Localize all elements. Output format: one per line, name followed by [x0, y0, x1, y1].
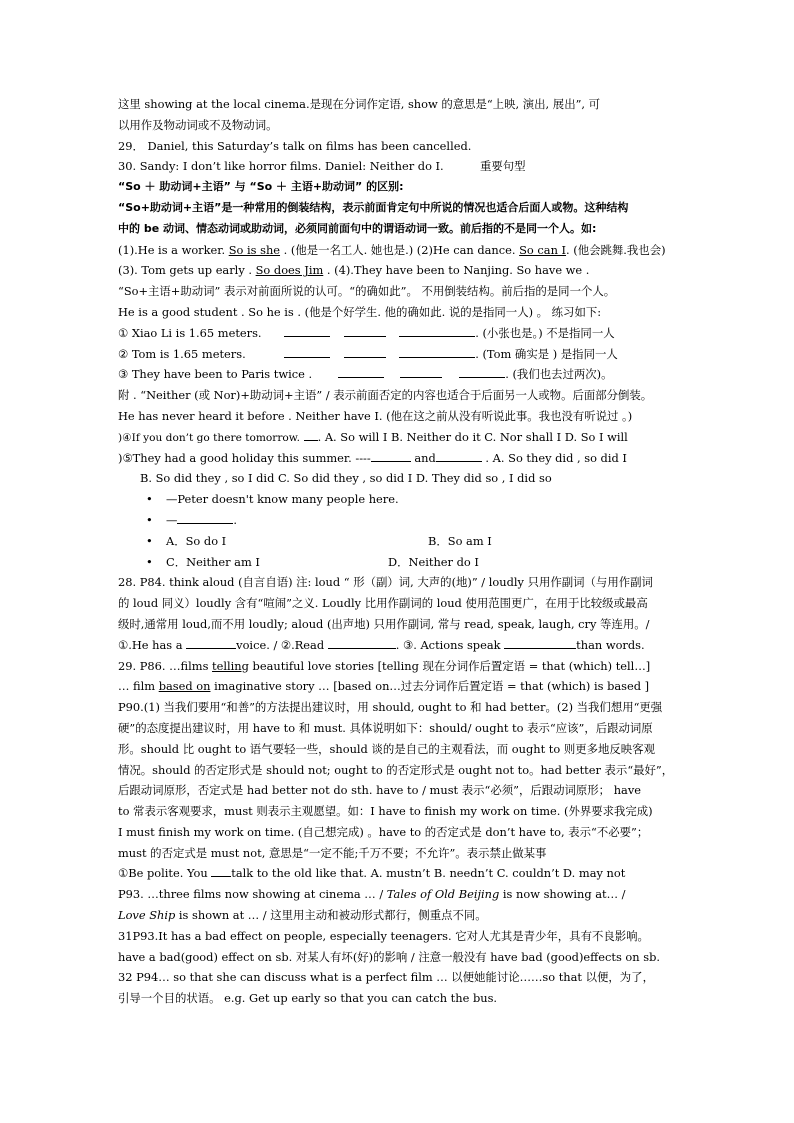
option-d[interactable]: D．Neither do I [388, 554, 479, 569]
text-line: … film based on imaginative story … [based on…过去分词作后置定语 = that (which) is based ] [118, 679, 650, 694]
bold-paragraph-line: 中的 be 动词、情态动词或助动词，必须同前面句中的谓语动词一致。前后指的不是同一个人。如: [118, 221, 597, 235]
question-options: B. So did they , so I did C. So did they , so did I D. They did so , I did so [140, 471, 552, 486]
text-line: 29． Daniel, this Saturday’s talk on films has been cancelled. [118, 138, 472, 153]
bullet-icon: • [146, 533, 153, 548]
answer-blank[interactable] [344, 324, 386, 337]
question-item: )⑤They had a good holiday this summer. ---- and . A. So they did , so did I [118, 450, 627, 465]
section-heading: “So ＋ 助动词+主语” 与 “So ＋ 主语+助动词” 的区别: [118, 180, 404, 194]
answer-blank[interactable] [284, 345, 330, 358]
text-line: have a bad(good) effect on sb. 对某人有坏(好)的影响 / 注意一般没有 have bad (good)effects on sb. [118, 949, 660, 964]
text-line: P93. …three films now showing at cinema … / Tales of Old Beijing is now showing at… / [118, 887, 626, 902]
answer-blank[interactable] [400, 365, 442, 378]
bullet-item [118, 531, 678, 552]
bullet-icon: • [146, 512, 153, 527]
text-line: “So+主语+助动词” 表示对前面所说的认可。“的确如此”。 不用倒装结构。前后指的是同一个人。 [118, 284, 616, 299]
text-line: 31P93.It has a bad effect on people, especially teenagers. 它对人尤其是青少年，具有不良影响。 [118, 928, 649, 943]
exercise-item: ② Tom is 1.65 meters. . (Tom 确实是 ) 是指同一人 [118, 346, 618, 361]
text-line: 32 P94… so that she can discuss what is a perfect film … 以便她能讨论……so that 以便，为了， [118, 970, 654, 985]
answer-blank[interactable] [399, 324, 475, 337]
answer-blank[interactable] [284, 324, 330, 337]
exercise-item: ① Xiao Li is 1.65 meters. . (小张也是。) 不是指同一人 [118, 325, 615, 340]
text-line: I must finish my work on time. (自己想完成) 。have to 的否定式是 don’t have to, 表示“不必要”； [118, 824, 649, 839]
answer-blank[interactable] [328, 636, 396, 649]
bullet-icon: • [146, 492, 153, 507]
option-c[interactable]: C．Neither am I [166, 554, 260, 569]
text-line: P90.(1) 当我们要用“和善”的方法提出建议时，用 should, ought to 和 had better。(2) 当我们想用“更强 [118, 700, 663, 715]
bullet-item: • —Peter doesn't know many people here. [118, 489, 678, 510]
text-line: 引导一个目的状语。 e.g. Get up early so that you can catch the bus. [118, 991, 498, 1006]
document-page [118, 94, 678, 1009]
answer-blank[interactable] [436, 449, 482, 462]
text-line: 后跟动词原形，否定式是 had better not do sth. have to / must 表示“必须”，后跟动词原形； have [118, 783, 641, 798]
text-line: 28. P84. think aloud (自言自语) 注: loud “ 形（副）词, 大声的(地)” / loudly 只用作副词（与用作副词 [118, 575, 653, 590]
text-line: 这里 showing at the local cinema.是现在分词作定语, show 的意思是“上映, 演出, 展出”, 可 [118, 97, 601, 111]
answer-blank[interactable] [504, 636, 576, 649]
option-a[interactable]: A．So do I [166, 533, 227, 548]
text-line: 硬”的态度提出建议时，用 have to 和 must. 具体说明如下：should/ ought to 表示“应该”，后跟动词原 [118, 720, 653, 735]
exercise-item: ③ They have been to Paris twice . . (我们也去过两次)。 [118, 367, 613, 382]
text-line: Love Ship is shown at … / 这里用主动和被动形式都行，侧重点不同。 [118, 908, 487, 923]
question-item: )④If you don’t go there tomorrow. . A. So will I B. Neither do it C. Nor shall I D. So I will [118, 429, 628, 444]
exercise-item: ①.He has a voice. / ②.Read . ③. Actions speak than words. [118, 637, 645, 652]
text-line: 形。should 比 ought to 语气要轻一些，should 谈的是自己的主观看法，而 ought to 则更多地反映客观 [118, 741, 655, 756]
text-line: 的 loud 同义）loudly 含有“喧闹”之义. Loudly 比用作副词的 loud 使用范围更广，在用于比较级或最高 [118, 596, 648, 611]
bullet-item: • — . [118, 510, 678, 531]
text-line: 附 . “Neither (或 Nor)+助动词+主语” / 表示前面否定的内容也适合于后面另一人或物。后面部分倒装。 [118, 388, 653, 403]
answer-blank[interactable] [177, 511, 233, 524]
answer-blank[interactable] [459, 365, 505, 378]
answer-blank[interactable] [371, 449, 411, 462]
bold-paragraph-line: “So+助动词+主语”是一种常用的倒装结构，表示前面肯定句中所说的情况也适合后面人或物。这种结构 [118, 200, 629, 214]
text-line: 30. Sandy: I don’t like horror films. Daniel: Neither do I. 重要句型 [118, 156, 678, 177]
answer-blank[interactable] [338, 365, 384, 378]
answer-blank[interactable] [399, 345, 475, 358]
bullet-icon: • [146, 554, 153, 569]
text-line: 级时,通常用 loud,而不用 loudly; aloud (出声地) 只用作副词, 常与 read, speak, laugh, cry 等连用。/ [118, 616, 650, 631]
example-line: (1).He is a worker. So is she . (他是一名工人. 她也是.) (2)He can dance. So can I. (他会跳舞.我也会) [118, 242, 666, 257]
text-line: to 常表示客观要求，must 则表示主观愿望。如：I have to finish my work on time. (外界要求我完成) [118, 804, 653, 819]
answer-blank[interactable] [211, 864, 231, 877]
key-pattern-note: 重要句型 [480, 159, 526, 174]
text-line: 以用作及物动词或不及物动词。 [118, 117, 278, 132]
answer-blank[interactable] [344, 345, 386, 358]
example-line: (3). Tom gets up early . So does Jim . (4).They have been to Nanjing. So have we . [118, 263, 590, 278]
text-line: He has never heard it before . Neither have I. (他在这之前从没有听说此事。我也没有听说过 。) [118, 408, 633, 423]
bullet-item [118, 552, 678, 573]
option-b[interactable]: B．So am I [428, 533, 492, 548]
text-line: 29. P86. …films telling beautiful love stories [telling 现在分词作后置定语 = that (which) tell…] [118, 658, 651, 673]
answer-blank[interactable] [304, 428, 318, 441]
text-line: 情况。should 的否定形式是 should not; ought to 的否定形式是 ought not to。had better 表示“最好”， [118, 762, 674, 777]
text-line: He is a good student . So he is . (他是个好学生. 他的确如此. 说的是指同一人) 。 练习如下: [118, 304, 602, 319]
answer-blank[interactable] [186, 636, 236, 649]
text-line: must 的否定式是 must not, 意思是“一定不能;千万不要；不允许”。表示禁止做某事 [118, 845, 547, 860]
question-item: ①Be polite. You talk to the old like that. A. mustn’t B. needn’t C. couldn’t D. may not [118, 866, 626, 881]
